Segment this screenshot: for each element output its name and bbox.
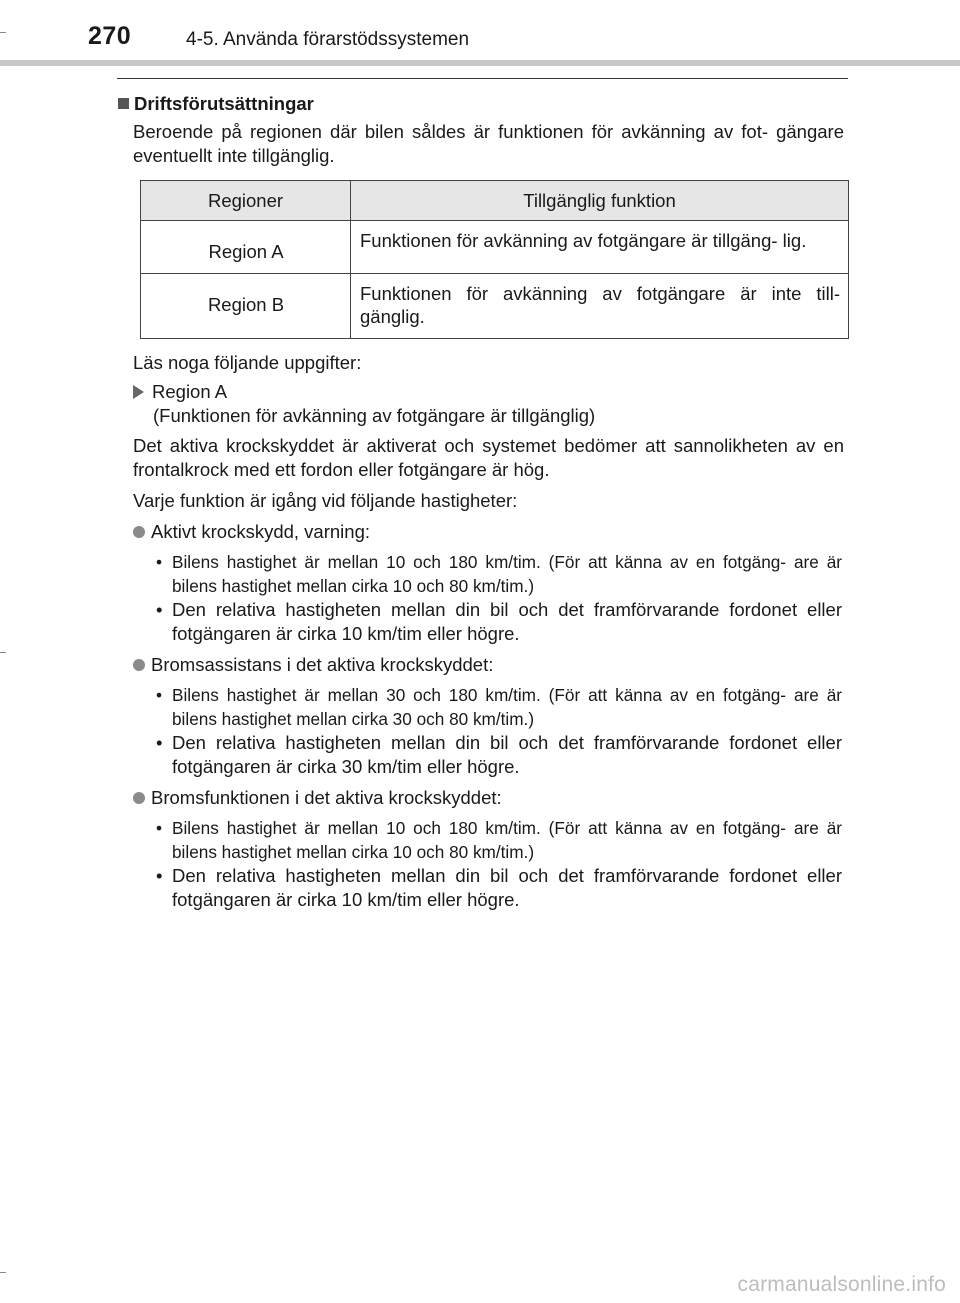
header-band xyxy=(0,60,960,66)
circle-bullet-icon xyxy=(133,659,145,671)
circle-bullet-icon xyxy=(133,526,145,538)
function-heading xyxy=(133,786,848,810)
system-paragraph: Det aktiva krockskyddet är aktiverat och systemet bedömer att sannolikheten av en frontalkrock med ett fordon eller fotgängare är hög. xyxy=(133,435,844,480)
bullet-icon: • xyxy=(156,599,163,620)
function-title: Bromsassistans i det aktiva krockskyddet: xyxy=(151,654,494,675)
subheading xyxy=(118,92,848,116)
function-conditions xyxy=(118,816,848,912)
page-header xyxy=(88,22,868,56)
function-heading xyxy=(133,653,848,677)
table-header-cell: Tillgänglig funktion xyxy=(351,181,849,221)
list-item xyxy=(156,864,842,912)
table-header-row xyxy=(141,181,849,221)
table-header-cell: Regioner xyxy=(141,181,351,221)
arrow-bullet-icon xyxy=(133,385,144,399)
crop-mark xyxy=(0,652,6,653)
circle-bullet-icon xyxy=(133,792,145,804)
table-row xyxy=(141,274,849,339)
function-conditions xyxy=(118,550,848,646)
function-conditions xyxy=(118,683,848,779)
condition-text: Den relativa hastigheten mellan din bil och det framförvarande fordonet eller fotgängaren är cirka 30 km/tim eller högre. xyxy=(172,732,842,777)
table-cell-region: Region B xyxy=(141,274,351,339)
function-title: Bromsfunktionen i det aktiva krockskyddet: xyxy=(151,787,502,808)
section-rule xyxy=(117,78,848,79)
bullet-icon: • xyxy=(156,818,163,838)
watermark: carmanualsonline.info xyxy=(737,1273,946,1296)
condition-text: Bilens hastighet är mellan 10 och 180 km/tim. (För att känna av en fotgäng- are är bilens hastighet mellan cirka 10 och 80 km/tim.) xyxy=(172,552,842,596)
speeds-intro: Varje funktion är igång vid följande hastigheter: xyxy=(133,490,518,511)
table-row xyxy=(141,221,849,274)
condition-text: Bilens hastighet är mellan 30 och 180 km/tim. (För att känna av en fotgäng- are är bilens hastighet mellan cirka 30 och 80 km/tim.) xyxy=(172,685,842,729)
page-content xyxy=(118,92,848,912)
subheading-text: Driftsförutsättningar xyxy=(134,93,314,114)
bullet-icon: • xyxy=(156,685,163,705)
region-item xyxy=(133,380,848,404)
table-cell-region: Region A xyxy=(141,221,351,274)
list-item xyxy=(156,731,842,779)
crop-mark xyxy=(0,1272,6,1273)
table-cell-feature: Funktionen för avkänning av fotgängare är inte till- gänglig. xyxy=(351,274,849,339)
region-item-label: Region A xyxy=(152,381,228,402)
crop-mark xyxy=(0,32,6,33)
condition-text: Bilens hastighet är mellan 10 och 180 km/tim. (För att känna av en fotgäng- are är bilens hastighet mellan cirka 10 och 80 km/tim.) xyxy=(172,818,842,862)
intro-paragraph: Beroende på regionen där bilen såldes är funktionen för avkänning av fot- gängare eventuellt inte tillgänglig. xyxy=(133,121,844,166)
list-item xyxy=(156,683,842,731)
condition-text: Den relativa hastigheten mellan din bil och det framförvarande fordonet eller fotgängaren är cirka 10 km/tim eller högre. xyxy=(172,865,842,910)
list-item xyxy=(156,816,842,864)
function-title: Aktivt krockskydd, varning: xyxy=(151,521,370,542)
region-item-sub: (Funktionen för avkänning av fotgängare är tillgänglig) xyxy=(153,405,596,426)
list-item xyxy=(156,598,842,646)
list-item xyxy=(156,550,842,598)
bullet-icon: • xyxy=(156,732,163,753)
function-table xyxy=(140,180,849,339)
table-cell-feature: Funktionen för avkänning av fotgängare är tillgäng- lig. xyxy=(351,221,849,274)
read-note: Läs noga följande uppgifter: xyxy=(133,352,362,373)
square-bullet-icon xyxy=(118,98,129,109)
page-number: 270 xyxy=(88,22,132,50)
bullet-icon: • xyxy=(156,552,163,572)
section-title: 4-5. Använda förarstödssystemen xyxy=(186,29,470,50)
bullet-icon: • xyxy=(156,865,163,886)
condition-text: Den relativa hastigheten mellan din bil och det framförvarande fordonet eller fotgängaren är cirka 10 km/tim eller högre. xyxy=(172,599,842,644)
function-heading xyxy=(133,520,848,544)
